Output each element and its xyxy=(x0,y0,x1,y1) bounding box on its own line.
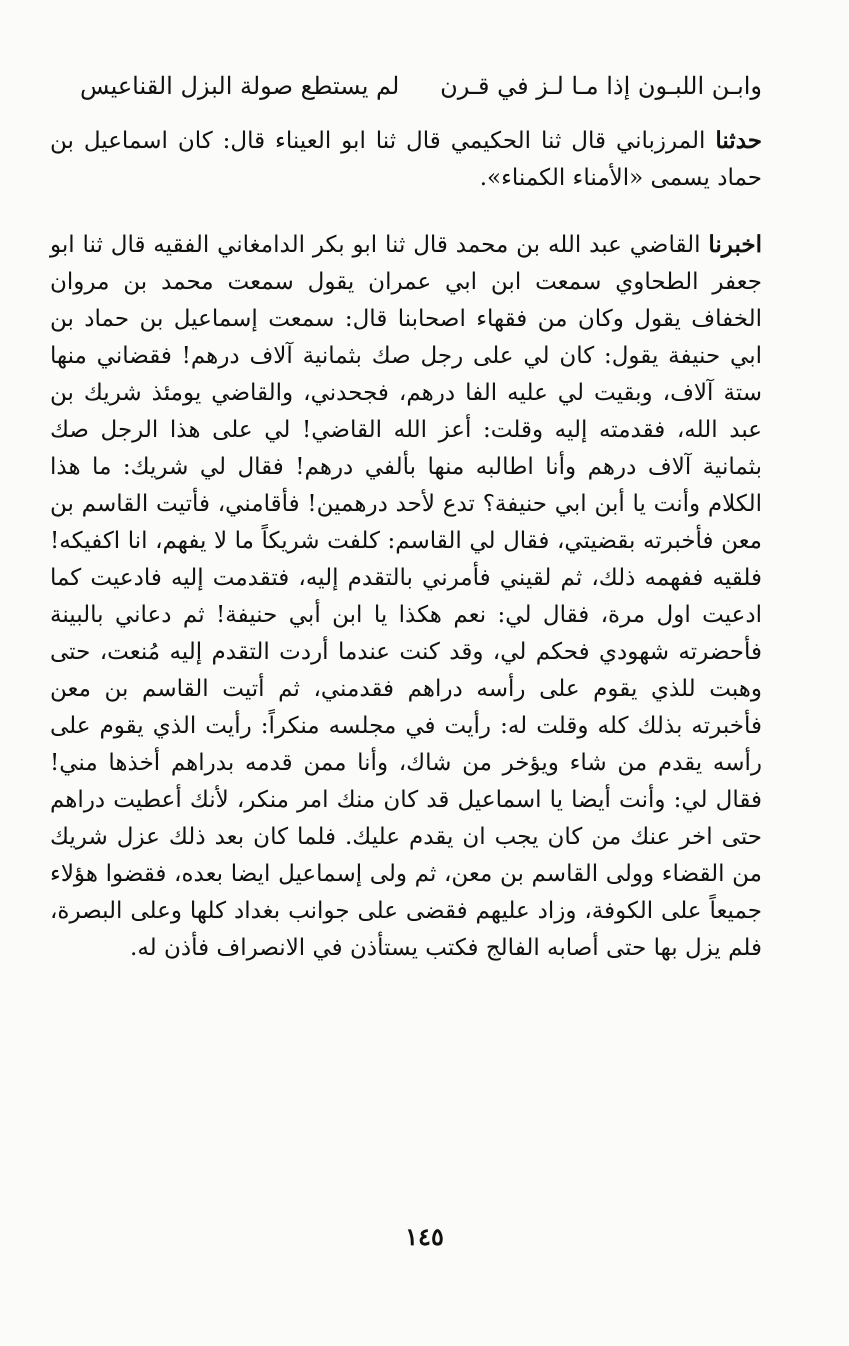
paragraph-body: القاضي عبد الله بن محمد قال ثنا ابو بكر الدامغاني الفقيه قال ثنا ابو جعفر الطحاوي سمعت ابن ابي عمران يقول سمعت محمد بن مروان الخفاف يقول وكان من فقهاء اصحابنا قال: سمعت إسماعيل بن حماد بن ابي حنيفة يقول: كان لي على رجل صك بثمانية آلاف درهم! فقضاني منها ستة آلاف، وبقيت لي عليه الفا درهم، فجحدني، والقاضي يومئذ شريك بن عبد الله، فقدمته إليه وقلت: أعز الله القاضي! لي على هذا الرجل صك بثمانية آلاف درهم وأنا اطالبه منها بألفي درهم! فقال لي شريك: ما هذا الكلام وأنت يا أبن ابي حنيفة؟ تدع لأحد درهمين! فأقامني، فأتيت القاسم بن معن فأخبرته بقضيتي، فقال لي القاسم: كلفت شريكاً ما لا يفهم، انا اكفيكه! فلقيه ففهمه ذلك، ثم لقيني فأمرني بالتقدم إليه، فتقدمت إليه فادعيت كما ادعيت اول مرة، فقال لي: نعم هكذا يا ابن أبي حنيفة! ثم دعاني بالبينة فأحضرته شهودي فحكم لي، وقد كنت عندما أردت التقدم إليه مُنعت، حتى وهبت للذي يقوم على رأسه دراهم فقدمني، ثم أتيت القاسم بن معن فأخبرته بذلك كله وقلت له: رأيت في مجلسه منكراً: رأيت الذي يقوم على رأسه يقدم من شاء ويؤخر من شاك، وأنا ممن قدمه بدراهم أخذها مني! فقال لي: وأنت أيضا يا اسماعيل قد كان منك امر منكر، لأنك أعطيت دراهم حتى اخر عنك من كان يجب ان يقدم عليك. فلما كان بعد ذلك عزل شريك من القضاء وولى القاسم بن معن، ثم ولى إسماعيل ايضا بعده، فقضوا هؤلاء جميعاً على الكوفة، وزاد عليهم فقضى على جوانب بغداد كلها وعلى البصرة، فلم يزل بها حتى أصابه الفالج فكتب يستأذن في الانصراف فأذن له. xyxy=(50,232,762,961)
paragraph-hadathana xyxy=(50,122,762,197)
verse-second-hemistich: لم يستطع صولة البزل القناعيس xyxy=(80,72,400,100)
page-number: ١٤٥ xyxy=(405,1222,444,1251)
verse-first-hemistich: وابـن اللبـون إذا مـا لـز في قـرن xyxy=(440,72,762,100)
paragraph-lead-word: اخبرنا xyxy=(708,231,762,258)
paragraph-lead-word: حدثنا xyxy=(715,127,762,154)
paragraph-body: المرزباني قال ثنا الحكيمي قال ثنا ابو العيناء قال: كان اسماعيل بن حماد يسمى «الأمناء الكمناء». xyxy=(50,128,762,191)
poem-verse xyxy=(80,62,762,110)
paragraph-akhbarana xyxy=(50,226,762,967)
